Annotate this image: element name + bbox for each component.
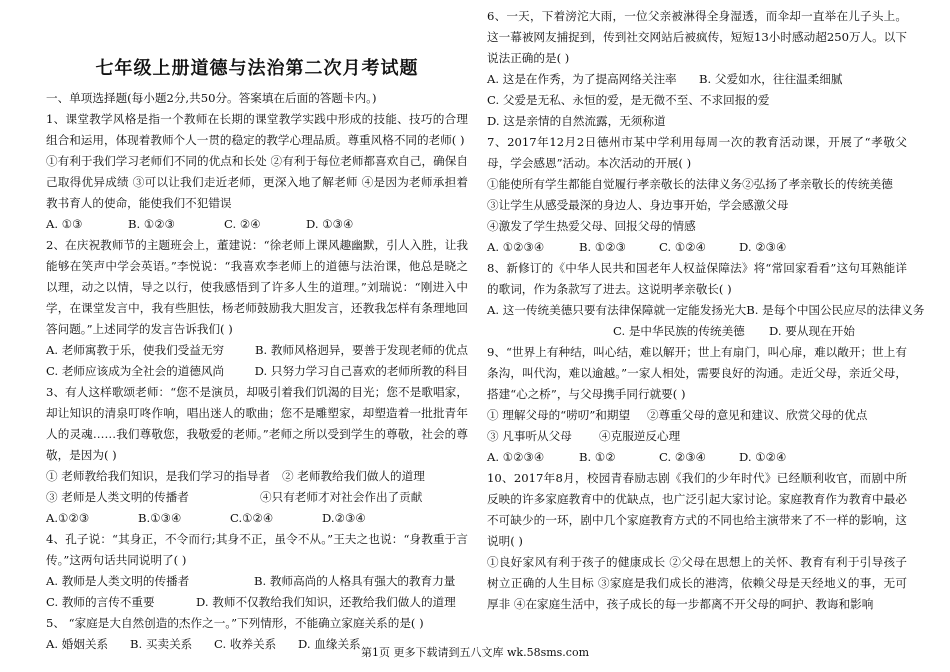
question-7-options	[487, 237, 907, 258]
question-2: 2、在庆祝教师节的主题班会上，董建说：“徐老师上课风趣幽默，引人入胜，让我能够在笑声中学会英语。”李悦说：“我喜欢李老师上的道德与法治课，他总是晓之以理，动之以情，导之以行，使我感悟到了许多人生的道理。”刘瑞说：“刚进入中学，在课堂发言中，我有些胆怯，杨老师鼓励我大胆发言，还教我怎样有条理地回答问题。”上述同学的发言告诉我们( )	[46, 238, 468, 336]
question-8-options-ab	[487, 300, 925, 321]
question-6: 6、一天，下着滂沱大雨，一位父亲被淋得全身湿透，而伞却一直举在儿子头上。这一幕被网友捕捉到，传到社交网站后被疯传，短短13小时感动超250万人。以下说法正确的是( )	[487, 9, 907, 65]
statement: ④只有老师才对社会作出了贡献	[260, 490, 423, 504]
statement: ④激发了学生热爱父母、回报父母的情感	[487, 219, 696, 233]
option: D. 要从现在开始	[769, 324, 855, 338]
option: A. 教师是人类文明的传播者	[46, 574, 190, 588]
question-5: 5、 “家庭是大自然创造的杰作之一。”下列情形，不能确立家庭关系的是( )	[46, 616, 424, 630]
option: B.①③④	[138, 511, 182, 525]
right-column	[487, 6, 925, 615]
question-2-options-cd	[46, 361, 468, 382]
option: B. ①②③	[579, 240, 627, 254]
question-7-statements: ①能使所有学生都能自觉履行孝亲敬长的法律义务②弘扬了孝亲敬长的传统美德	[487, 177, 893, 191]
statement: ③让学生从感受最深的身边人、身边事开始，学会感激父母	[487, 198, 789, 212]
statement: ②尊重父母的意见和建议、欣赏父母的优点	[647, 408, 868, 422]
option: A. ①②③④	[487, 240, 545, 254]
question-1: 1、课堂教学风格是指一个教师在长期的课堂教学实践中形成的技能、技巧的合理组合和运用，体现着教师个人一贯的稳定的教学心理品质。尊重风格不同的老师( )	[46, 112, 468, 147]
option: C. 教师的言传不重要	[46, 595, 155, 609]
question-8-options-cd	[487, 321, 907, 342]
option: B. 教师风格迥异，要善于发现老师的优点	[255, 343, 468, 357]
question-1-statements: ①有利于我们学习老师们不同的优点和长处 ②有利于每位老师都喜欢自己，确保自己取得优异成绩 ③可以让我们走近老师，更深入地了解老师 ④是因为老师承担着教书育人的使命，能使我们不犯错误	[46, 154, 468, 210]
question-6-options-ab	[487, 69, 907, 90]
option: D. ①③④	[306, 217, 354, 231]
left-column	[46, 6, 468, 655]
option: A. 婚姻关系	[46, 637, 109, 651]
option: B. ①②③	[128, 217, 176, 231]
option	[487, 321, 613, 342]
option: A. ①③	[46, 217, 83, 231]
statement: ④克服逆反心理	[599, 429, 681, 443]
question-3-options	[46, 508, 468, 529]
option: C. 是中华民族的传统美德	[613, 324, 745, 338]
page-footer: 第1页 更多下载请到五八文库 wk.58sms.com	[361, 646, 589, 659]
option: D. 血缘关系	[298, 637, 361, 651]
question-3-statements-12	[46, 466, 468, 487]
option: A. 这一传统美德只要有法律保障就一定能发扬光大	[487, 303, 747, 317]
statement: ① 理解父母的“唠叨”和期望	[487, 408, 631, 422]
question-4-options-ab	[46, 571, 468, 592]
option: C. 收养关系	[214, 637, 277, 651]
statement: ③ 凡事听从父母	[487, 429, 572, 443]
question-2-options-ab	[46, 340, 468, 361]
option: D. 教师不仅教给我们知识，还教给我们做人的道理	[196, 595, 456, 609]
question-3: 3、有人这样歌颂老师：“您不是演员，却吸引着我们饥渴的目光；您不是歌唱家，却让知识的清泉叮咚作响，唱出迷人的歌曲；您不是雕塑家，却塑造着一批批青年人的灵魂……我们尊敬您，我敬爱的老师。”老师之所以受到学生的尊敬，社会的尊敬，是因为( )	[46, 385, 468, 462]
question-9: 9、“世界上有种结，叫心结，难以解开；世上有扇门，叫心扉，难以敞开；世上有条沟，叫代沟，难以逾越。”一家人相处，需要良好的沟通。走近父母，亲近父母，搭建“心之桥”，与父母携手同行就要( )	[487, 345, 907, 401]
option: A. 这是在作秀，为了提高网络关注率	[487, 72, 677, 86]
option: A. ①②③④	[487, 450, 545, 464]
exam-title: 七年级上册道德与法治第二次月考试题	[95, 58, 419, 79]
question-7: 7、2017年12月2日德州市某中学利用每周一次的教育活动课，开展了“孝敬父母，学会感恩”活动。本次活动的开展( )	[487, 135, 907, 170]
question-10-statements: ①良好家风有利于孩子的健康成长 ②父母在思想上的关怀、教育有利于引导孩子树立正确的人生目标 ③家庭是我们成长的港湾，依赖父母是天经地义的事，无可厚非 ④在家庭生活中，孩子成长的每一步都离不开父母的呵护、教诲和影响	[487, 555, 907, 611]
question-9-statements-34	[487, 426, 907, 447]
option: D. 只努力学习自己喜欢的老师所教的科目	[254, 364, 468, 378]
question-1-options	[46, 214, 468, 235]
option: C. ①②④	[659, 240, 707, 254]
question-9-statements-12	[487, 405, 907, 426]
question-9-options	[487, 447, 907, 468]
option: C. 父爱是无私、永恒的爱，是无微不至、不求回报的爱	[487, 93, 770, 107]
option: B. 买卖关系	[130, 637, 193, 651]
question-3-statements-34	[46, 487, 468, 508]
option: B. 教师高尚的人格具有强大的教育力量	[254, 574, 456, 588]
option: D.②③④	[322, 511, 366, 525]
option: B. 父爱如水，往往温柔细腻	[699, 72, 843, 86]
question-8: 8、新修订的《中华人民共和国老年人权益保障法》将“常回家看看”这句耳熟能详的歌词，作为条款写了进去。这说明孝亲敬长( )	[487, 261, 907, 296]
option: B. 是每个中国公民应尽的法律义务	[746, 303, 925, 317]
question-10: 10、2017年8月，校园青春励志剧《我们的少年时代》已经顺利收官，而剧中所反映的许多家庭教育中的优缺点，也广泛引起大家讨论。家庭教育作为教育中最必不可缺少的一环，剧中几个家庭教育方式的不同也给主演带来了不一样的影响，这说明( )	[487, 471, 907, 548]
option: A. 老师寓教于乐，使我们受益无穷	[46, 343, 225, 357]
question-4-options-cd	[46, 592, 468, 613]
statement: ③ 老师是人类文明的传播者	[46, 490, 189, 504]
option: C. 老师应该成为全社会的道德风尚	[46, 364, 225, 378]
option: D. ②③④	[739, 240, 787, 254]
section-heading: 一、单项选择题(每小题2分,共50分。答案填在后面的答题卡内。)	[46, 91, 377, 105]
option: C. ②③④	[659, 450, 707, 464]
option: D. 这是亲情的自然流露，无须称道	[487, 114, 666, 128]
option: B. ①②	[579, 450, 616, 464]
option: C. ②④	[224, 217, 261, 231]
option: C.①②④	[230, 511, 274, 525]
statement: ② 老师教给我们做人的道理	[282, 469, 425, 483]
statement: ① 老师教给我们知识，是我们学习的指导者	[46, 469, 270, 483]
question-4: 4、孔子说：“其身正，不令而行;其身不正，虽令不从。”王夫之也说：“身教重于言传。”这两句话共同说明了( )	[46, 532, 468, 567]
option: D. ①②④	[739, 450, 787, 464]
option: A.①②③	[46, 511, 90, 525]
